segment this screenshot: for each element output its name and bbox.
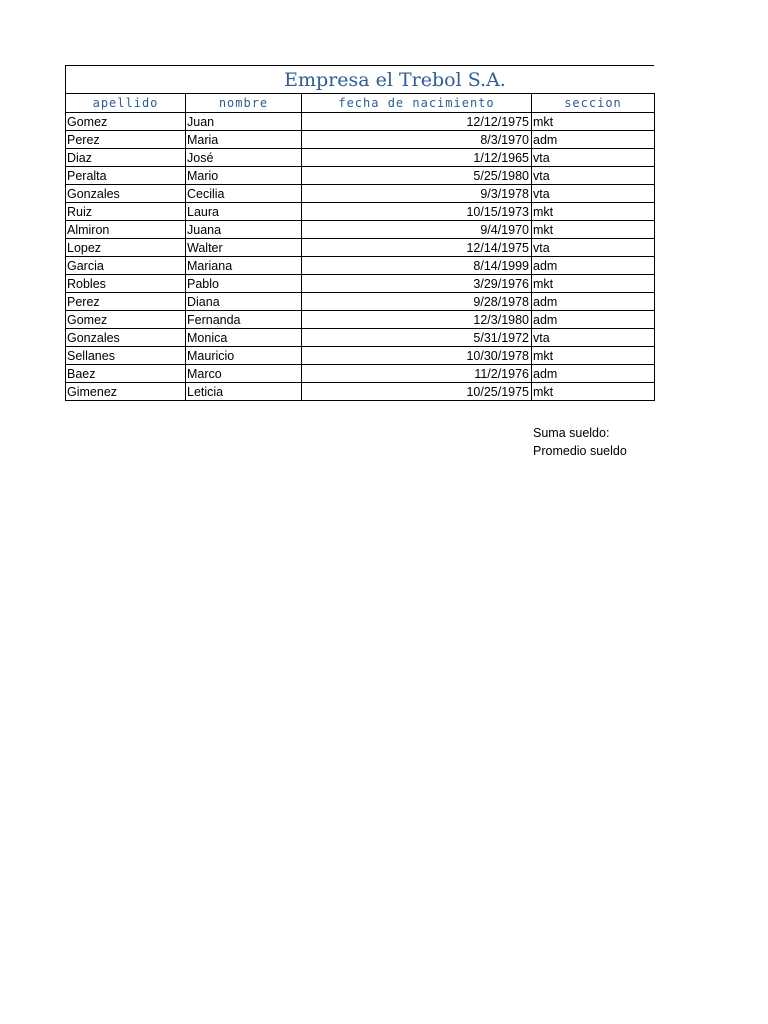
cell-nombre: Juan xyxy=(186,113,302,131)
table-row xyxy=(66,239,655,257)
table-row xyxy=(66,365,655,383)
table-title: Empresa el Trebol S.A. xyxy=(65,65,654,93)
cell-seccion: adm xyxy=(532,131,655,149)
cell-seccion: vta xyxy=(532,239,655,257)
cell-seccion: mkt xyxy=(532,347,655,365)
cell-nombre: Pablo xyxy=(186,275,302,293)
table-row xyxy=(66,203,655,221)
header-fecha: fecha de nacimiento xyxy=(302,94,532,113)
table-row xyxy=(66,275,655,293)
cell-fecha: 9/28/1978 xyxy=(302,293,532,311)
cell-fecha: 9/4/1970 xyxy=(302,221,532,239)
cell-nombre: Fernanda xyxy=(186,311,302,329)
cell-apellido: Gonzales xyxy=(66,329,186,347)
cell-fecha: 12/12/1975 xyxy=(302,113,532,131)
cell-fecha: 10/30/1978 xyxy=(302,347,532,365)
cell-apellido: Diaz xyxy=(66,149,186,167)
table-row xyxy=(66,131,655,149)
table-row xyxy=(66,311,655,329)
cell-fecha: 11/2/1976 xyxy=(302,365,532,383)
cell-seccion: mkt xyxy=(532,383,655,401)
cell-fecha: 8/3/1970 xyxy=(302,131,532,149)
employee-table xyxy=(65,93,655,401)
cell-nombre: Walter xyxy=(186,239,302,257)
cell-nombre: Mario xyxy=(186,167,302,185)
cell-apellido: Perez xyxy=(66,293,186,311)
cell-nombre: Juana xyxy=(186,221,302,239)
cell-apellido: Baez xyxy=(66,365,186,383)
cell-fecha: 1/12/1965 xyxy=(302,149,532,167)
cell-fecha: 3/29/1976 xyxy=(302,275,532,293)
cell-seccion: vta xyxy=(532,149,655,167)
table-row xyxy=(66,347,655,365)
cell-seccion: vta xyxy=(532,329,655,347)
table-row xyxy=(66,221,655,239)
header-apellido: apellido xyxy=(66,94,186,113)
cell-nombre: Monica xyxy=(186,329,302,347)
cell-apellido: Gomez xyxy=(66,113,186,131)
cell-apellido: Garcia xyxy=(66,257,186,275)
cell-apellido: Gonzales xyxy=(66,185,186,203)
cell-apellido: Gomez xyxy=(66,311,186,329)
cell-nombre: José xyxy=(186,149,302,167)
cell-apellido: Gimenez xyxy=(66,383,186,401)
cell-nombre: Mauricio xyxy=(186,347,302,365)
cell-seccion: mkt xyxy=(532,113,655,131)
cell-fecha: 10/25/1975 xyxy=(302,383,532,401)
cell-fecha: 12/14/1975 xyxy=(302,239,532,257)
cell-seccion: mkt xyxy=(532,221,655,239)
header-row xyxy=(66,94,655,113)
header-seccion: seccion xyxy=(532,94,655,113)
cell-seccion: vta xyxy=(532,185,655,203)
table-row xyxy=(66,257,655,275)
cell-nombre: Mariana xyxy=(186,257,302,275)
cell-seccion: adm xyxy=(532,365,655,383)
suma-sueldo-label: Suma sueldo: xyxy=(533,426,610,440)
cell-seccion: adm xyxy=(532,311,655,329)
cell-seccion: adm xyxy=(532,293,655,311)
header-nombre: nombre xyxy=(186,94,302,113)
cell-fecha: 9/3/1978 xyxy=(302,185,532,203)
table-row xyxy=(66,293,655,311)
cell-apellido: Lopez xyxy=(66,239,186,257)
cell-nombre: Leticia xyxy=(186,383,302,401)
cell-seccion: vta xyxy=(532,167,655,185)
cell-apellido: Almiron xyxy=(66,221,186,239)
table-row xyxy=(66,113,655,131)
cell-apellido: Peralta xyxy=(66,167,186,185)
table-body xyxy=(66,113,655,401)
cell-seccion: adm xyxy=(532,257,655,275)
cell-fecha: 5/25/1980 xyxy=(302,167,532,185)
cell-fecha: 8/14/1999 xyxy=(302,257,532,275)
summary-block xyxy=(533,424,627,460)
cell-seccion: mkt xyxy=(532,203,655,221)
cell-nombre: Marco xyxy=(186,365,302,383)
cell-fecha: 5/31/1972 xyxy=(302,329,532,347)
table-row xyxy=(66,185,655,203)
employee-table-container xyxy=(65,65,654,401)
promedio-sueldo-label: Promedio sueldo xyxy=(533,444,627,458)
cell-apellido: Robles xyxy=(66,275,186,293)
cell-apellido: Ruiz xyxy=(66,203,186,221)
cell-seccion: mkt xyxy=(532,275,655,293)
table-row xyxy=(66,167,655,185)
cell-apellido: Sellanes xyxy=(66,347,186,365)
cell-fecha: 12/3/1980 xyxy=(302,311,532,329)
table-row xyxy=(66,383,655,401)
table-row xyxy=(66,329,655,347)
cell-nombre: Maria xyxy=(186,131,302,149)
cell-nombre: Cecilia xyxy=(186,185,302,203)
cell-fecha: 10/15/1973 xyxy=(302,203,532,221)
cell-apellido: Perez xyxy=(66,131,186,149)
cell-nombre: Diana xyxy=(186,293,302,311)
table-row xyxy=(66,149,655,167)
cell-nombre: Laura xyxy=(186,203,302,221)
